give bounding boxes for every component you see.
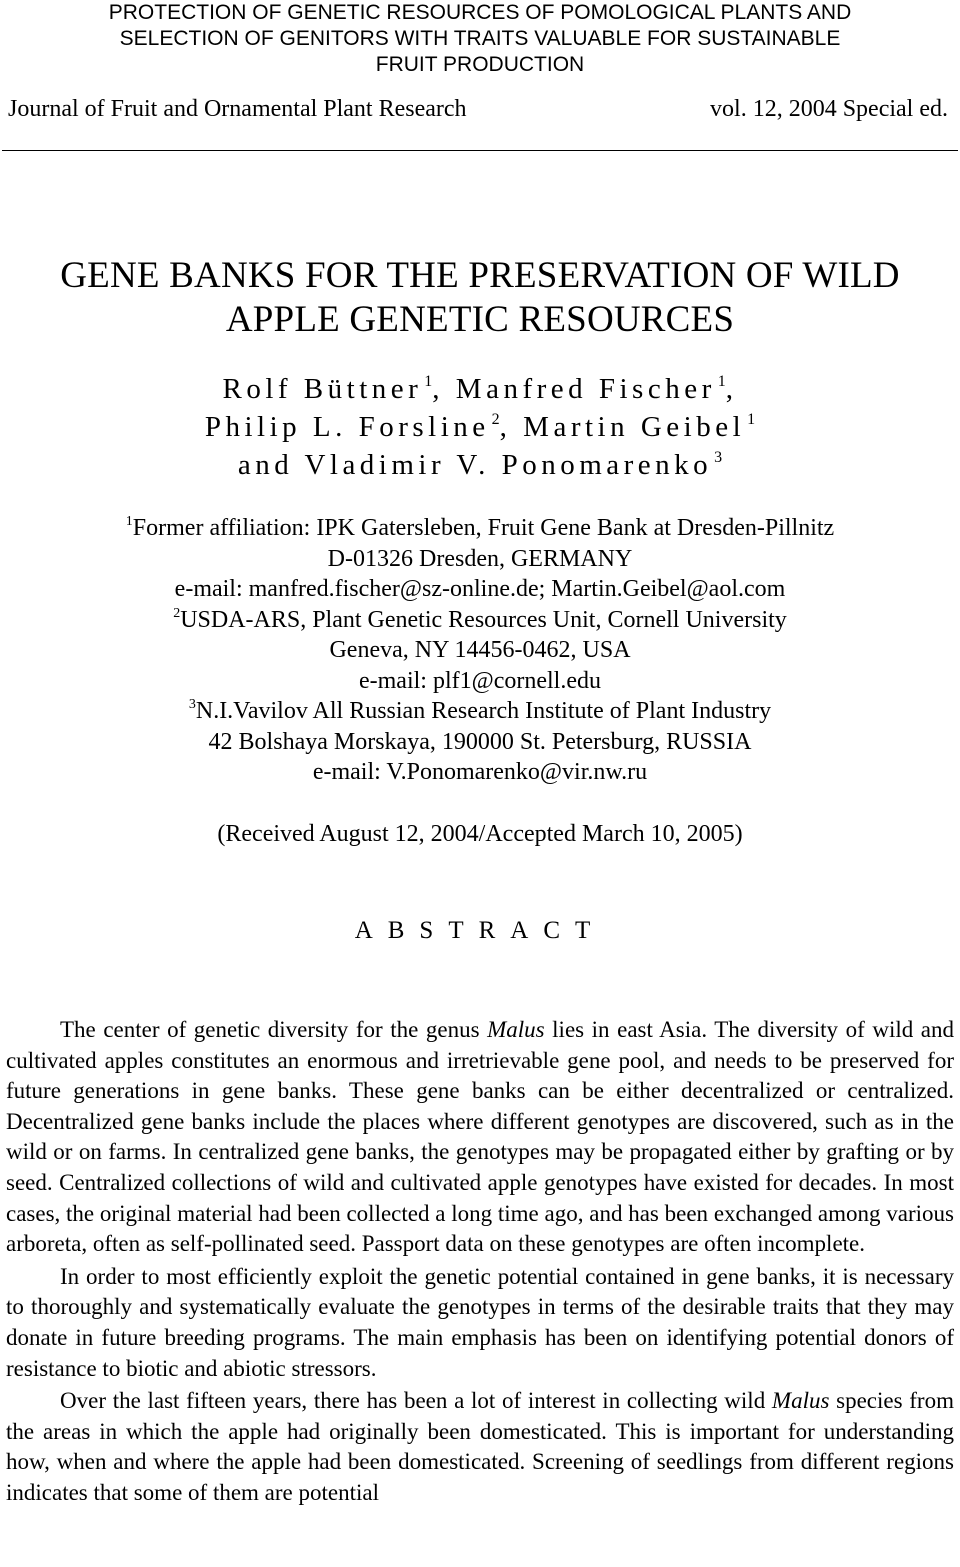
abstract-text: lies in east Asia. The diversity of wild and cultivated apples constitutes an enormous and irretrievable gene pool, and needs to be preserved for future generations in gene banks. These gene banks can be either decentralized or centralized. Decentralized gene banks include the places where different genotypes are discovered, such as in the wild or on farms. In centralized gene banks, the genotypes may be propagated either by grafting or by seed. Centralized collections of wild and cultivated apple genotypes have existed for decades. In most cases, the original material had been collected a long time ago, and has been exchanged among various arboreta, often as self-pollinated seed. Passport data on these genotypes are often incomplete. bbox=[6, 1017, 954, 1257]
journal-header bbox=[8, 96, 948, 126]
affiliation-number: 3 bbox=[188, 697, 196, 712]
series-title-line: FRUIT PRODUCTION bbox=[375, 53, 585, 76]
abstract-paragraph: In order to most efficiently exploit the genetic potential contained in gene banks, it is necessary to thoroughly and systematically evaluate the genotypes in terms of the desirable traits that they may donate in future breeding programs. The main emphasis has been on identifying potential donors of resistance to biotic and abiotic stressors. bbox=[6, 1263, 954, 1381]
series-title bbox=[0, 0, 960, 78]
abstract-text: Over the last fifteen years, there has been a lot of interest in collecting wild bbox=[60, 1388, 772, 1414]
affiliation-number: 1 bbox=[125, 514, 133, 529]
affiliation-email: e-mail: plf1@cornell.edu bbox=[358, 667, 601, 694]
author-joiner: and bbox=[237, 449, 294, 481]
affiliation-mark: 3 bbox=[714, 449, 723, 466]
author-name: Manfred Fischer bbox=[455, 373, 716, 405]
abstract-text: The center of genetic diversity for the genus bbox=[60, 1017, 488, 1042]
abstract-text: species from the areas in which the apple had originally been domesticated. This is important for understanding how, when and where the apple had been domesticated. Screening of seedlings from different regions indicates that some of them are potential bbox=[6, 1388, 954, 1505]
affiliation-mark: 1 bbox=[424, 373, 433, 390]
affiliation-mark: 1 bbox=[747, 411, 756, 428]
author-line bbox=[0, 446, 960, 484]
affiliation-mark: 1 bbox=[717, 373, 726, 390]
affiliation-line bbox=[0, 696, 960, 727]
author-list bbox=[0, 370, 960, 484]
author-name: Rolf Büttner bbox=[222, 373, 423, 405]
author-line bbox=[0, 370, 960, 408]
affiliation-number: 2 bbox=[173, 605, 181, 621]
genus-name: Malus bbox=[487, 1017, 545, 1042]
affiliation-line bbox=[0, 605, 960, 636]
affiliation-line bbox=[0, 513, 960, 544]
affiliations bbox=[0, 513, 960, 788]
abstract-body bbox=[6, 1015, 954, 1509]
affiliation-email: e-mail: V.Ponomarenko@vir.nw.ru bbox=[312, 759, 648, 785]
genus-name: Malus bbox=[771, 1388, 830, 1414]
header-rule bbox=[2, 150, 958, 151]
author-name: Martin Geibel bbox=[523, 411, 746, 443]
received-dates: (Received August 12, 2004/Accepted March 10, 2005) bbox=[217, 821, 743, 847]
affiliation-email: e-mail: manfred.fischer@sz-online.de; Martin.Geibel@aol.com bbox=[174, 576, 786, 602]
affiliation-address: 42 Bolshaya Morskaya, 190000 St. Petersburg, RUSSIA bbox=[208, 728, 752, 755]
affiliation-institution: N.I.Vavilov All Russian Research Institute of Plant Industry bbox=[195, 698, 772, 724]
series-title-line: SELECTION OF GENITORS WITH TRAITS VALUABLE FOR SUSTAINABLE bbox=[119, 27, 841, 50]
affiliation-mark: 2 bbox=[491, 411, 500, 428]
author-separator: , bbox=[432, 373, 445, 405]
abstract-paragraph bbox=[6, 1386, 954, 1508]
affiliation-address: Geneva, NY 14456-0462, USA bbox=[329, 637, 631, 663]
affiliation-institution: Former affiliation: IPK Gatersleben, Fruit Gene Bank at Dresden-Pillnitz bbox=[132, 515, 835, 541]
author-name: Philip L. Forsline bbox=[204, 411, 490, 443]
author-name: Vladimir V. Ponomarenko bbox=[304, 449, 713, 481]
paper-title bbox=[0, 254, 960, 342]
author-separator: , bbox=[499, 411, 512, 443]
series-title-line: PROTECTION OF GENETIC RESOURCES OF POMOLOGICAL PLANTS AND bbox=[108, 1, 852, 24]
affiliation-address: D-01326 Dresden, GERMANY bbox=[327, 545, 633, 572]
author-separator: , bbox=[725, 373, 738, 405]
paper-title-line: GENE BANKS FOR THE PRESERVATION OF WILD bbox=[60, 255, 900, 296]
paper-title-line: APPLE GENETIC RESOURCES bbox=[225, 299, 735, 340]
author-line bbox=[0, 408, 960, 446]
journal-name: Journal of Fruit and Ornamental Plant Research bbox=[8, 96, 467, 122]
abstract-heading: ABSTRACT bbox=[354, 917, 606, 944]
abstract-paragraph bbox=[6, 1015, 954, 1260]
journal-volume: vol. 12, 2004 Special ed. bbox=[710, 96, 948, 122]
affiliation-institution: USDA-ARS, Plant Genetic Resources Unit, Cornell University bbox=[180, 606, 787, 633]
